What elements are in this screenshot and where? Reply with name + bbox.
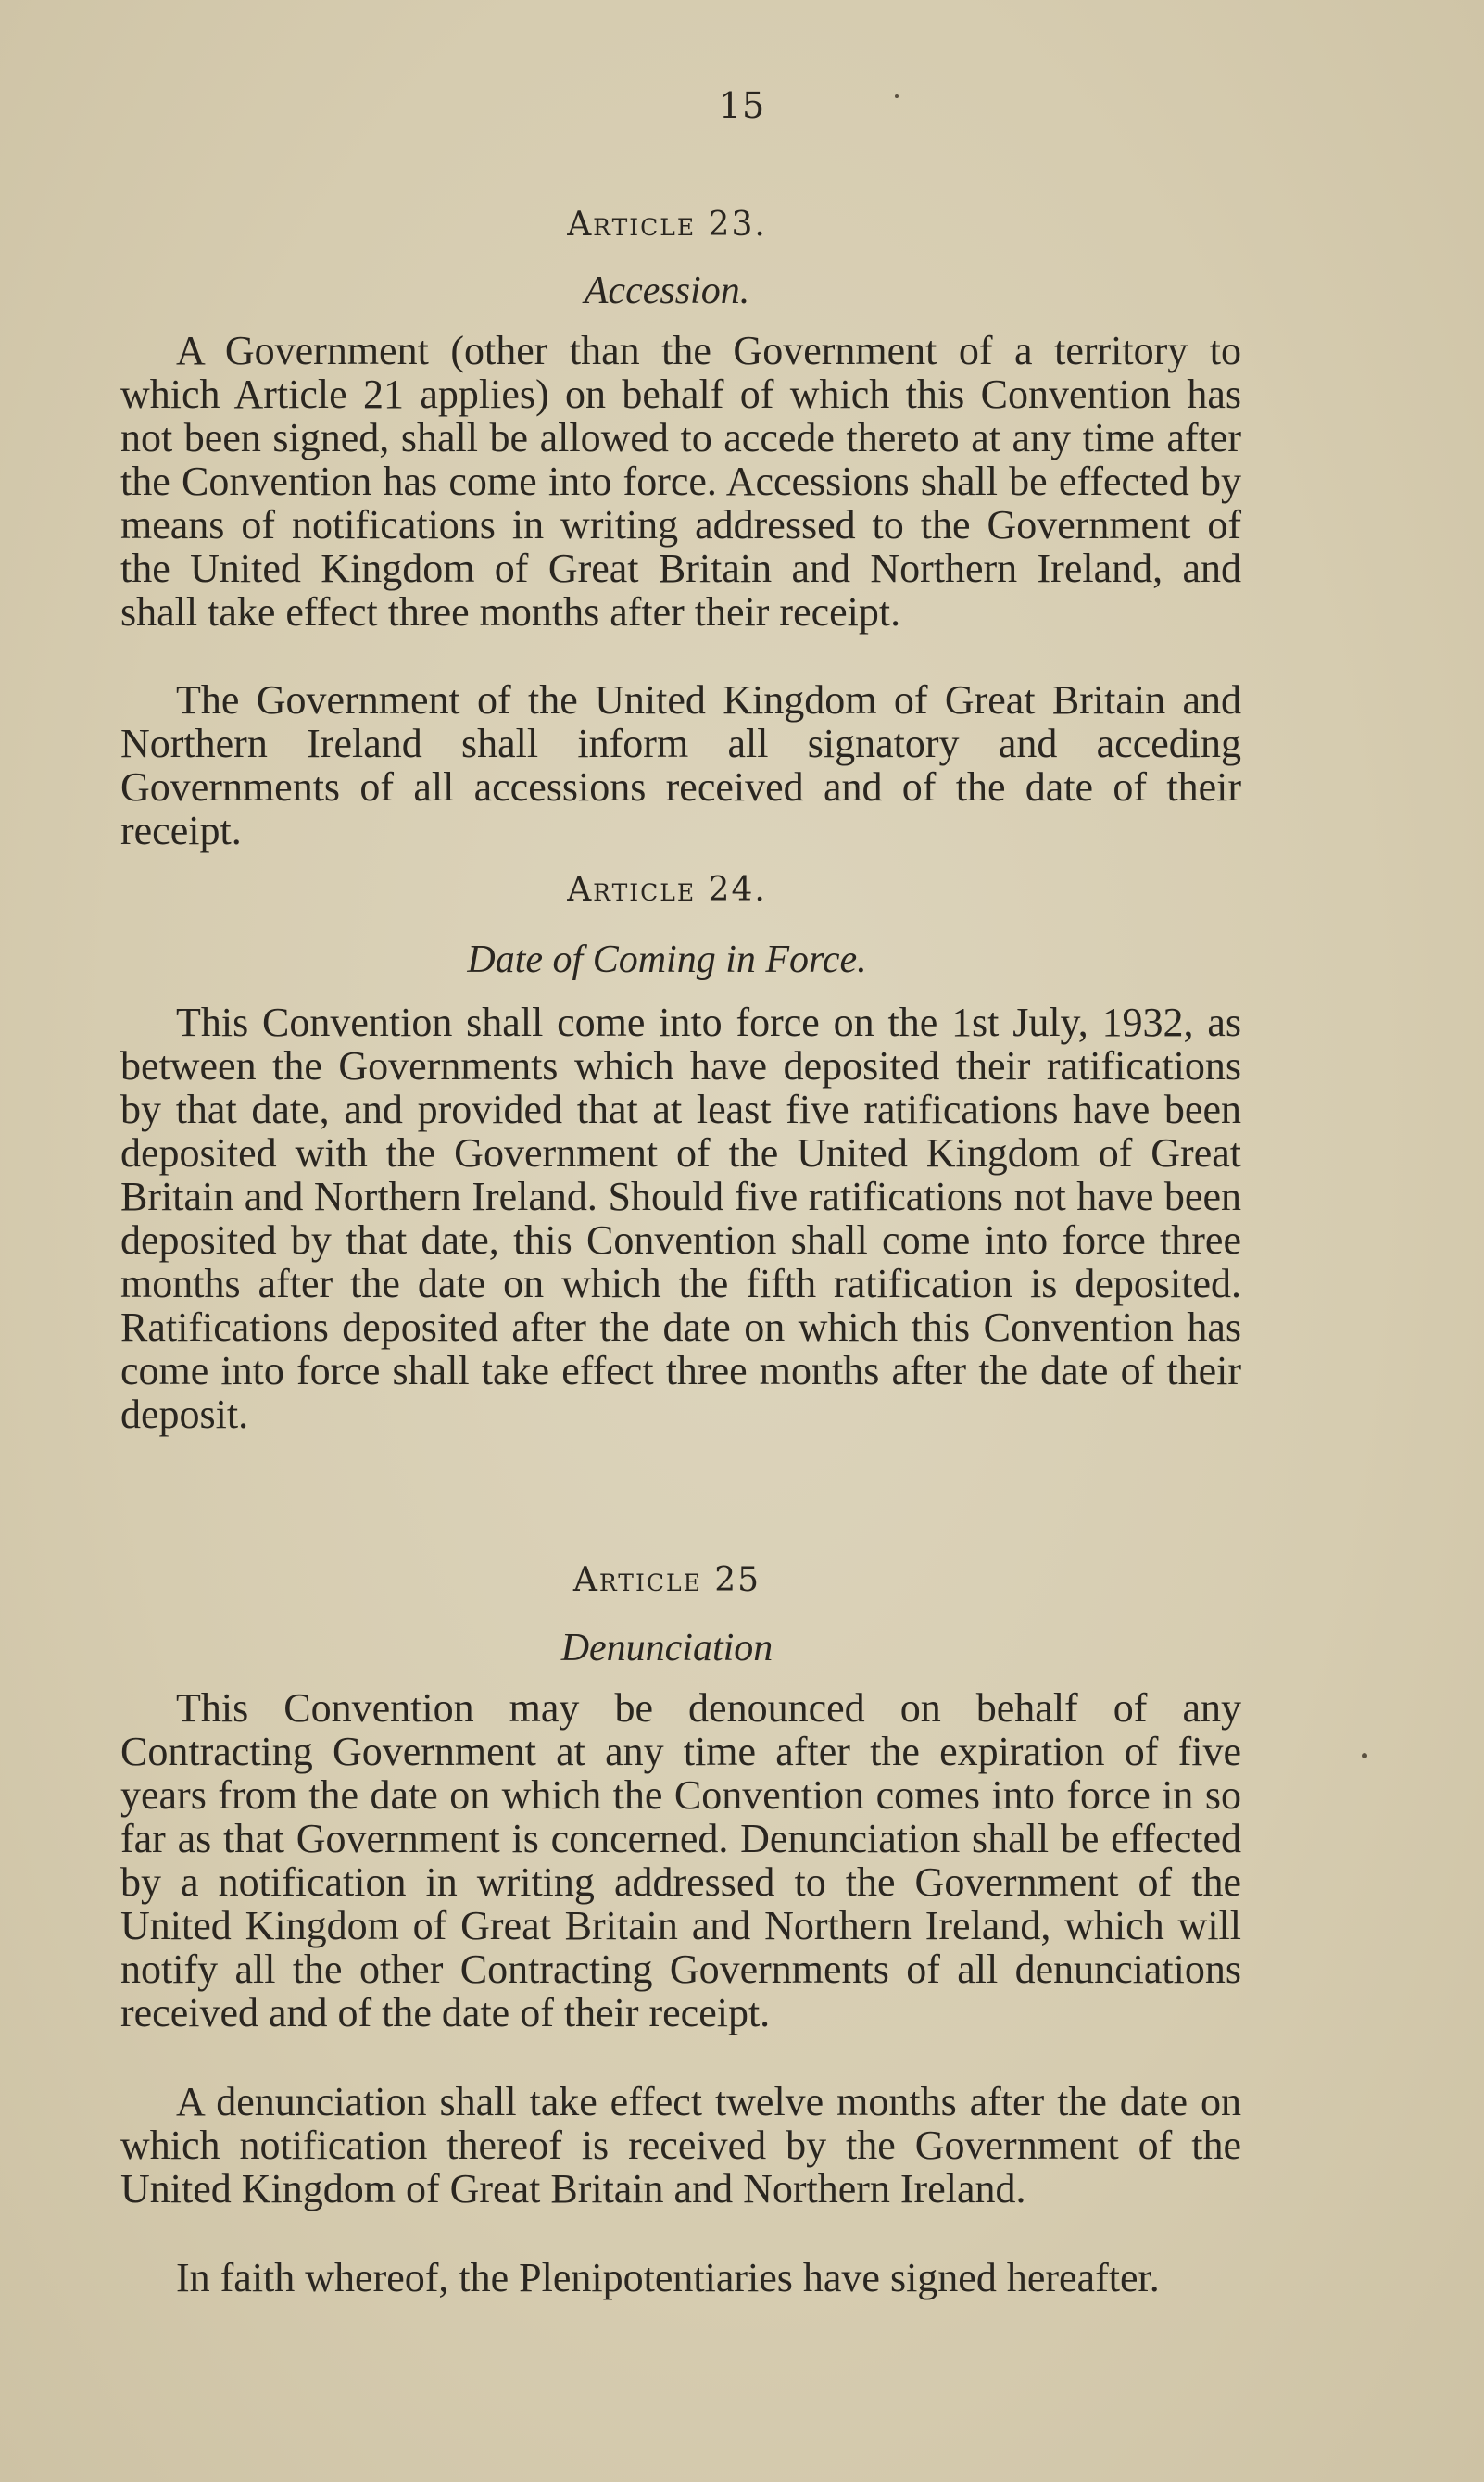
article-25-paragraph-1: This Convention may be denounced on behalf of any Contracting Government at any time after the expiration of five years from the date on which the Convention comes into force in so far as that Government is concerned. Denunciation shall be effected by a notification in writing addressed to the Government of the United Kingdom of Great Britain and Northern Ireland, which will notify all the other Contracting Governments of all denunciations received and of the date of their receipt.	[120, 1685, 1241, 2035]
article-24-heading: Article 24.	[567, 871, 767, 909]
article-24-title: Date of Coming in Force.	[467, 939, 867, 981]
article-25-paragraph-2: A denunciation shall take effect twelve months after the date on which notification thereof is received by the Government of the United Kingdom of Great Britain and Northern Ireland.	[120, 2079, 1241, 2211]
print-speck	[895, 94, 899, 98]
print-speck	[1362, 1753, 1367, 1758]
article-24-paragraph-1: This Convention shall come into force on the 1st July, 1932, as between the Governments which have deposited their ratifications by that date, and provided that at least five ratifications have been deposited with the Government of the United Kingdom of Great Britain and Northern Ireland. Should five ratifications not have been deposited by that date, this Convention shall come into force three months after the date on which the fifth ratification is deposited. Ratifications deposited after the date on which this Convention has come into force shall take effect three months after the date of their deposit.	[120, 1000, 1241, 1437]
article-23-title: Accession.	[584, 270, 750, 312]
article-25-paragraph-3: In faith whereof, the Plenipotentiaries have signed hereafter.	[176, 2255, 1160, 2300]
page-number: 15	[718, 85, 766, 126]
article-23-heading: Article 23.	[567, 206, 767, 244]
article-25-title: Denunciation	[560, 1627, 773, 1669]
article-25-heading: Article 25	[572, 1561, 761, 1599]
article-23-paragraph-2: The Government of the United Kingdom of Great Britain and Northern Ireland shall inform all signatory and acceding Governments of all accessions received and of the date of their receipt.	[120, 677, 1241, 853]
article-23-paragraph-1: A Government (other than the Government of a territory to which Article 21 applies) on behalf of which this Convention has not been signed, shall be allowed to accede thereto at any time after the Convention has come into force. Accessions shall be effected by means of notifications in writing addressed to the Government of the United Kingdom of Great Britain and Northern Ireland, and shall take effect three months after their receipt.	[120, 328, 1241, 635]
